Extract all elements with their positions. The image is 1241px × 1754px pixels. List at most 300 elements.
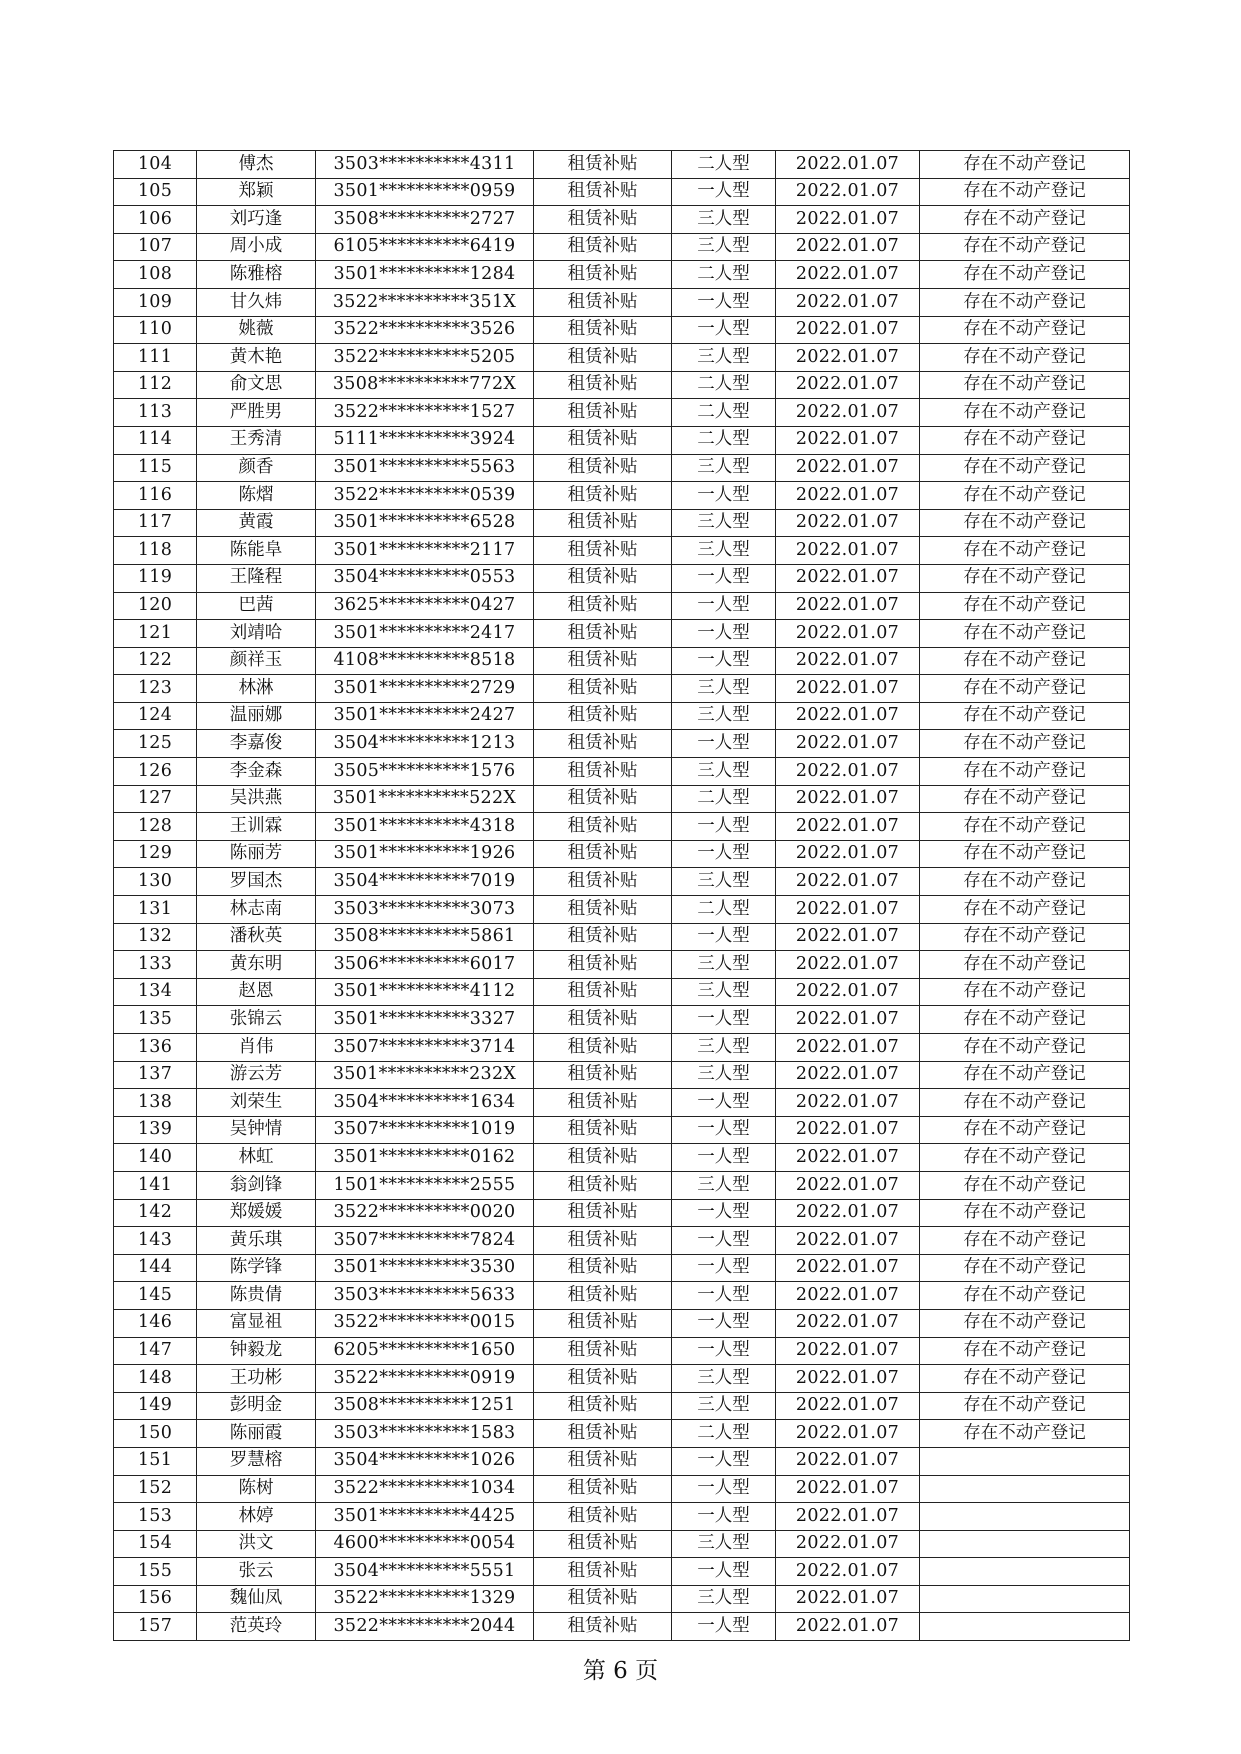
table-row	[114, 1116, 1130, 1144]
applicant-name: 严胜男	[197, 399, 316, 427]
remark: 存在不动产登记	[920, 1365, 1130, 1393]
applicant-name: 颜祥玉	[197, 647, 316, 675]
household-type: 一人型	[672, 813, 776, 841]
applicant-name: 甘久炜	[197, 288, 316, 316]
remark: 存在不动产登记	[920, 261, 1130, 289]
id-number: 3501**********4318	[316, 813, 534, 841]
row-number: 118	[114, 537, 197, 565]
id-number: 3501**********6528	[316, 509, 534, 537]
table-row	[114, 675, 1130, 703]
row-number: 127	[114, 785, 197, 813]
table-row	[114, 620, 1130, 648]
row-number: 133	[114, 951, 197, 979]
table-row	[114, 344, 1130, 372]
applicant-name: 肖伟	[197, 1034, 316, 1062]
subsidy-item: 租赁补贴	[534, 151, 672, 179]
id-number: 5111**********3924	[316, 426, 534, 454]
household-type: 三人型	[672, 1530, 776, 1558]
remark: 存在不动产登记	[920, 1144, 1130, 1172]
applicant-name: 林淋	[197, 675, 316, 703]
approval-date: 2022.01.07	[776, 537, 920, 565]
id-number: 3522**********1329	[316, 1585, 534, 1613]
table-row	[114, 1503, 1130, 1531]
household-type: 一人型	[672, 482, 776, 510]
row-number: 145	[114, 1282, 197, 1310]
household-type: 二人型	[672, 261, 776, 289]
row-number: 141	[114, 1171, 197, 1199]
household-type: 一人型	[672, 1613, 776, 1641]
applicant-name: 翁剑锋	[197, 1171, 316, 1199]
roster-body	[114, 151, 1130, 1641]
remark	[920, 1558, 1130, 1586]
applicant-name: 罗慧榕	[197, 1447, 316, 1475]
subsidy-item: 租赁补贴	[534, 1503, 672, 1531]
remark: 存在不动产登记	[920, 1309, 1130, 1337]
subsidy-item: 租赁补贴	[534, 675, 672, 703]
approval-date: 2022.01.07	[776, 1475, 920, 1503]
approval-date: 2022.01.07	[776, 1171, 920, 1199]
id-number: 3504**********0553	[316, 564, 534, 592]
table-row	[114, 1475, 1130, 1503]
household-type: 一人型	[672, 592, 776, 620]
household-type: 三人型	[672, 233, 776, 261]
table-row	[114, 1282, 1130, 1310]
approval-date: 2022.01.07	[776, 482, 920, 510]
applicant-name: 王隆程	[197, 564, 316, 592]
household-type: 一人型	[672, 1199, 776, 1227]
row-number: 136	[114, 1034, 197, 1062]
row-number: 132	[114, 923, 197, 951]
household-type: 三人型	[672, 509, 776, 537]
subsidy-item: 租赁补贴	[534, 620, 672, 648]
applicant-name: 刘荣生	[197, 1089, 316, 1117]
id-number: 4600**********0054	[316, 1530, 534, 1558]
applicant-name: 温丽娜	[197, 702, 316, 730]
household-type: 三人型	[672, 758, 776, 786]
approval-date: 2022.01.07	[776, 509, 920, 537]
table-row	[114, 1337, 1130, 1365]
approval-date: 2022.01.07	[776, 1420, 920, 1448]
row-number: 144	[114, 1254, 197, 1282]
row-number: 116	[114, 482, 197, 510]
subsidy-item: 租赁补贴	[534, 923, 672, 951]
row-number: 148	[114, 1365, 197, 1393]
applicant-name: 姚薇	[197, 316, 316, 344]
table-row	[114, 592, 1130, 620]
applicant-name: 俞文思	[197, 371, 316, 399]
approval-date: 2022.01.07	[776, 288, 920, 316]
subsidy-item: 租赁补贴	[534, 1089, 672, 1117]
table-row	[114, 316, 1130, 344]
approval-date: 2022.01.07	[776, 1199, 920, 1227]
row-number: 121	[114, 620, 197, 648]
applicant-name: 林婷	[197, 1503, 316, 1531]
table-row	[114, 1530, 1130, 1558]
id-number: 3506**********6017	[316, 951, 534, 979]
household-type: 一人型	[672, 1309, 776, 1337]
applicant-name: 陈丽霞	[197, 1420, 316, 1448]
approval-date: 2022.01.07	[776, 233, 920, 261]
remark: 存在不动产登记	[920, 1227, 1130, 1255]
table-row	[114, 1254, 1130, 1282]
approval-date: 2022.01.07	[776, 1116, 920, 1144]
table-row	[114, 1420, 1130, 1448]
remark: 存在不动产登记	[920, 1171, 1130, 1199]
id-number: 3501**********2729	[316, 675, 534, 703]
subsidy-item: 租赁补贴	[534, 758, 672, 786]
table-row	[114, 206, 1130, 234]
id-number: 3505**********1576	[316, 758, 534, 786]
household-type: 一人型	[672, 1089, 776, 1117]
household-type: 三人型	[672, 868, 776, 896]
row-number: 119	[114, 564, 197, 592]
approval-date: 2022.01.07	[776, 261, 920, 289]
applicant-name: 赵恩	[197, 978, 316, 1006]
approval-date: 2022.01.07	[776, 1034, 920, 1062]
household-type: 一人型	[672, 1006, 776, 1034]
id-number: 3625**********0427	[316, 592, 534, 620]
remark: 存在不动产登记	[920, 1061, 1130, 1089]
applicant-name: 洪文	[197, 1530, 316, 1558]
id-number: 3501**********2417	[316, 620, 534, 648]
applicant-name: 巴茜	[197, 592, 316, 620]
approval-date: 2022.01.07	[776, 426, 920, 454]
remark: 存在不动产登记	[920, 1282, 1130, 1310]
approval-date: 2022.01.07	[776, 454, 920, 482]
household-type: 三人型	[672, 206, 776, 234]
remark: 存在不动产登记	[920, 1420, 1130, 1448]
applicant-name: 王功彬	[197, 1365, 316, 1393]
table-row	[114, 233, 1130, 261]
approval-date: 2022.01.07	[776, 592, 920, 620]
id-number: 4108**********8518	[316, 647, 534, 675]
household-type: 一人型	[672, 564, 776, 592]
remark: 存在不动产登记	[920, 978, 1130, 1006]
approval-date: 2022.01.07	[776, 1365, 920, 1393]
household-type: 一人型	[672, 1144, 776, 1172]
page-footer-suffix: 页	[635, 1658, 659, 1684]
remark: 存在不动产登记	[920, 951, 1130, 979]
id-number: 3522**********2044	[316, 1613, 534, 1641]
approval-date: 2022.01.07	[776, 1309, 920, 1337]
table-row	[114, 288, 1130, 316]
remark: 存在不动产登记	[920, 178, 1130, 206]
household-type: 二人型	[672, 1420, 776, 1448]
approval-date: 2022.01.07	[776, 1006, 920, 1034]
approval-date: 2022.01.07	[776, 1227, 920, 1255]
subsidy-item: 租赁补贴	[534, 1034, 672, 1062]
household-type: 三人型	[672, 951, 776, 979]
id-number: 6105**********6419	[316, 233, 534, 261]
row-number: 111	[114, 344, 197, 372]
row-number: 124	[114, 702, 197, 730]
remark: 存在不动产登记	[920, 151, 1130, 179]
row-number: 156	[114, 1585, 197, 1613]
household-type: 一人型	[672, 178, 776, 206]
subsidy-item: 租赁补贴	[534, 1585, 672, 1613]
approval-date: 2022.01.07	[776, 840, 920, 868]
table-row	[114, 702, 1130, 730]
applicant-name: 陈丽芳	[197, 840, 316, 868]
subsidy-item: 租赁补贴	[534, 1171, 672, 1199]
subsidy-item: 租赁补贴	[534, 785, 672, 813]
subsidy-item: 租赁补贴	[534, 1282, 672, 1310]
remark: 存在不动产登记	[920, 785, 1130, 813]
subsidy-item: 租赁补贴	[534, 178, 672, 206]
id-number: 6205**********1650	[316, 1337, 534, 1365]
row-number: 115	[114, 454, 197, 482]
row-number: 135	[114, 1006, 197, 1034]
row-number: 137	[114, 1061, 197, 1089]
subsidy-item: 租赁补贴	[534, 1392, 672, 1420]
remark: 存在不动产登记	[920, 1254, 1130, 1282]
table-row	[114, 813, 1130, 841]
approval-date: 2022.01.07	[776, 730, 920, 758]
id-number: 3501**********4112	[316, 978, 534, 1006]
approval-date: 2022.01.07	[776, 620, 920, 648]
approval-date: 2022.01.07	[776, 923, 920, 951]
applicant-name: 刘靖哈	[197, 620, 316, 648]
subsidy-item: 租赁补贴	[534, 1199, 672, 1227]
subsidy-item: 租赁补贴	[534, 399, 672, 427]
remark: 存在不动产登记	[920, 206, 1130, 234]
remark: 存在不动产登记	[920, 1006, 1130, 1034]
id-number: 3501**********4425	[316, 1503, 534, 1531]
row-number: 139	[114, 1116, 197, 1144]
household-type: 一人型	[672, 1116, 776, 1144]
row-number: 128	[114, 813, 197, 841]
table-row	[114, 371, 1130, 399]
row-number: 114	[114, 426, 197, 454]
row-number: 107	[114, 233, 197, 261]
subsidy-item: 租赁补贴	[534, 509, 672, 537]
id-number: 3508**********5861	[316, 923, 534, 951]
subsidy-item: 租赁补贴	[534, 564, 672, 592]
id-number: 3501**********2117	[316, 537, 534, 565]
table-row	[114, 1309, 1130, 1337]
applicant-name: 刘巧逢	[197, 206, 316, 234]
subsidy-item: 租赁补贴	[534, 730, 672, 758]
remark: 存在不动产登记	[920, 592, 1130, 620]
approval-date: 2022.01.07	[776, 1061, 920, 1089]
remark	[920, 1503, 1130, 1531]
table-row	[114, 1392, 1130, 1420]
applicant-name: 郑媛媛	[197, 1199, 316, 1227]
applicant-name: 罗国杰	[197, 868, 316, 896]
applicant-name: 张云	[197, 1558, 316, 1586]
remark: 存在不动产登记	[920, 288, 1130, 316]
applicant-name: 魏仙凤	[197, 1585, 316, 1613]
id-number: 3508**********772X	[316, 371, 534, 399]
subsidy-item: 租赁补贴	[534, 840, 672, 868]
subsidy-item: 租赁补贴	[534, 951, 672, 979]
approval-date: 2022.01.07	[776, 399, 920, 427]
household-type: 一人型	[672, 647, 776, 675]
subsidy-item: 租赁补贴	[534, 482, 672, 510]
applicant-name: 陈雅榕	[197, 261, 316, 289]
row-number: 134	[114, 978, 197, 1006]
table-row	[114, 509, 1130, 537]
applicant-name: 富显祖	[197, 1309, 316, 1337]
approval-date: 2022.01.07	[776, 1585, 920, 1613]
approval-date: 2022.01.07	[776, 1392, 920, 1420]
approval-date: 2022.01.07	[776, 978, 920, 1006]
remark: 存在不动产登记	[920, 1089, 1130, 1117]
household-type: 一人型	[672, 1558, 776, 1586]
row-number: 126	[114, 758, 197, 786]
approval-date: 2022.01.07	[776, 151, 920, 179]
row-number: 149	[114, 1392, 197, 1420]
approval-date: 2022.01.07	[776, 951, 920, 979]
applicant-name: 黄乐琪	[197, 1227, 316, 1255]
table-row	[114, 1006, 1130, 1034]
id-number: 3503**********5633	[316, 1282, 534, 1310]
applicant-name: 林志南	[197, 896, 316, 924]
remark: 存在不动产登记	[920, 426, 1130, 454]
household-type: 一人型	[672, 1475, 776, 1503]
applicant-name: 陈能阜	[197, 537, 316, 565]
subsidy-item: 租赁补贴	[534, 288, 672, 316]
subsidy-item: 租赁补贴	[534, 1309, 672, 1337]
applicant-name: 黄东明	[197, 951, 316, 979]
household-type: 二人型	[672, 371, 776, 399]
approval-date: 2022.01.07	[776, 1558, 920, 1586]
id-number: 3503**********1583	[316, 1420, 534, 1448]
table-row	[114, 1613, 1130, 1641]
subsidy-item: 租赁补贴	[534, 1254, 672, 1282]
id-number: 3522**********0020	[316, 1199, 534, 1227]
applicant-name: 王秀清	[197, 426, 316, 454]
remark: 存在不动产登记	[920, 482, 1130, 510]
table-row	[114, 426, 1130, 454]
id-number: 3501**********5563	[316, 454, 534, 482]
household-type: 二人型	[672, 399, 776, 427]
approval-date: 2022.01.07	[776, 675, 920, 703]
household-type: 二人型	[672, 151, 776, 179]
approval-date: 2022.01.07	[776, 813, 920, 841]
table-row	[114, 261, 1130, 289]
row-number: 105	[114, 178, 197, 206]
row-number: 123	[114, 675, 197, 703]
id-number: 3501**********0162	[316, 1144, 534, 1172]
household-type: 三人型	[672, 702, 776, 730]
applicant-name: 彭明金	[197, 1392, 316, 1420]
applicant-name: 周小成	[197, 233, 316, 261]
row-number: 146	[114, 1309, 197, 1337]
table-row	[114, 951, 1130, 979]
row-number: 131	[114, 896, 197, 924]
remark: 存在不动产登记	[920, 1116, 1130, 1144]
row-number: 122	[114, 647, 197, 675]
household-type: 二人型	[672, 896, 776, 924]
id-number: 3522**********1527	[316, 399, 534, 427]
approval-date: 2022.01.07	[776, 344, 920, 372]
subsidy-roster-table	[113, 150, 1130, 1641]
table-row	[114, 1199, 1130, 1227]
row-number: 143	[114, 1227, 197, 1255]
row-number: 109	[114, 288, 197, 316]
approval-date: 2022.01.07	[776, 1282, 920, 1310]
id-number: 3522**********0919	[316, 1365, 534, 1393]
household-type: 一人型	[672, 288, 776, 316]
table-row	[114, 923, 1130, 951]
approval-date: 2022.01.07	[776, 1613, 920, 1641]
applicant-name: 张锦云	[197, 1006, 316, 1034]
remark: 存在不动产登记	[920, 758, 1130, 786]
remark: 存在不动产登记	[920, 399, 1130, 427]
id-number: 3504**********1634	[316, 1089, 534, 1117]
remark: 存在不动产登记	[920, 1034, 1130, 1062]
household-type: 三人型	[672, 978, 776, 1006]
applicant-name: 范英玲	[197, 1613, 316, 1641]
subsidy-item: 租赁补贴	[534, 1558, 672, 1586]
row-number: 147	[114, 1337, 197, 1365]
household-type: 二人型	[672, 426, 776, 454]
id-number: 3501**********0959	[316, 178, 534, 206]
remark: 存在不动产登记	[920, 371, 1130, 399]
approval-date: 2022.01.07	[776, 647, 920, 675]
id-number: 3501**********3530	[316, 1254, 534, 1282]
household-type: 三人型	[672, 537, 776, 565]
row-number: 150	[114, 1420, 197, 1448]
approval-date: 2022.01.07	[776, 758, 920, 786]
applicant-name: 李金森	[197, 758, 316, 786]
id-number: 3501**********3327	[316, 1006, 534, 1034]
remark	[920, 1530, 1130, 1558]
applicant-name: 傅杰	[197, 151, 316, 179]
id-number: 3522**********0539	[316, 482, 534, 510]
table-row	[114, 1089, 1130, 1117]
approval-date: 2022.01.07	[776, 371, 920, 399]
approval-date: 2022.01.07	[776, 316, 920, 344]
subsidy-item: 租赁补贴	[534, 1365, 672, 1393]
row-number: 117	[114, 509, 197, 537]
applicant-name: 陈学锋	[197, 1254, 316, 1282]
applicant-name: 王训霖	[197, 813, 316, 841]
approval-date: 2022.01.07	[776, 1089, 920, 1117]
household-type: 三人型	[672, 1034, 776, 1062]
row-number: 112	[114, 371, 197, 399]
remark: 存在不动产登记	[920, 564, 1130, 592]
table-row	[114, 1365, 1130, 1393]
applicant-name: 吴钟情	[197, 1116, 316, 1144]
id-number: 3501**********522X	[316, 785, 534, 813]
subsidy-item: 租赁补贴	[534, 1613, 672, 1641]
household-type: 三人型	[672, 344, 776, 372]
table-row	[114, 564, 1130, 592]
subsidy-item: 租赁补贴	[534, 1475, 672, 1503]
subsidy-item: 租赁补贴	[534, 978, 672, 1006]
table-row	[114, 1061, 1130, 1089]
subsidy-item: 租赁补贴	[534, 233, 672, 261]
household-type: 三人型	[672, 675, 776, 703]
subsidy-item: 租赁补贴	[534, 813, 672, 841]
id-number: 3504**********1213	[316, 730, 534, 758]
row-number: 151	[114, 1447, 197, 1475]
row-number: 113	[114, 399, 197, 427]
household-type: 一人型	[672, 923, 776, 951]
row-number: 110	[114, 316, 197, 344]
household-type: 一人型	[672, 1282, 776, 1310]
applicant-name: 吴洪燕	[197, 785, 316, 813]
table-row	[114, 978, 1130, 1006]
id-number: 3501**********232X	[316, 1061, 534, 1089]
remark: 存在不动产登记	[920, 647, 1130, 675]
row-number: 129	[114, 840, 197, 868]
subsidy-item: 租赁补贴	[534, 454, 672, 482]
approval-date: 2022.01.07	[776, 1254, 920, 1282]
table-row	[114, 868, 1130, 896]
